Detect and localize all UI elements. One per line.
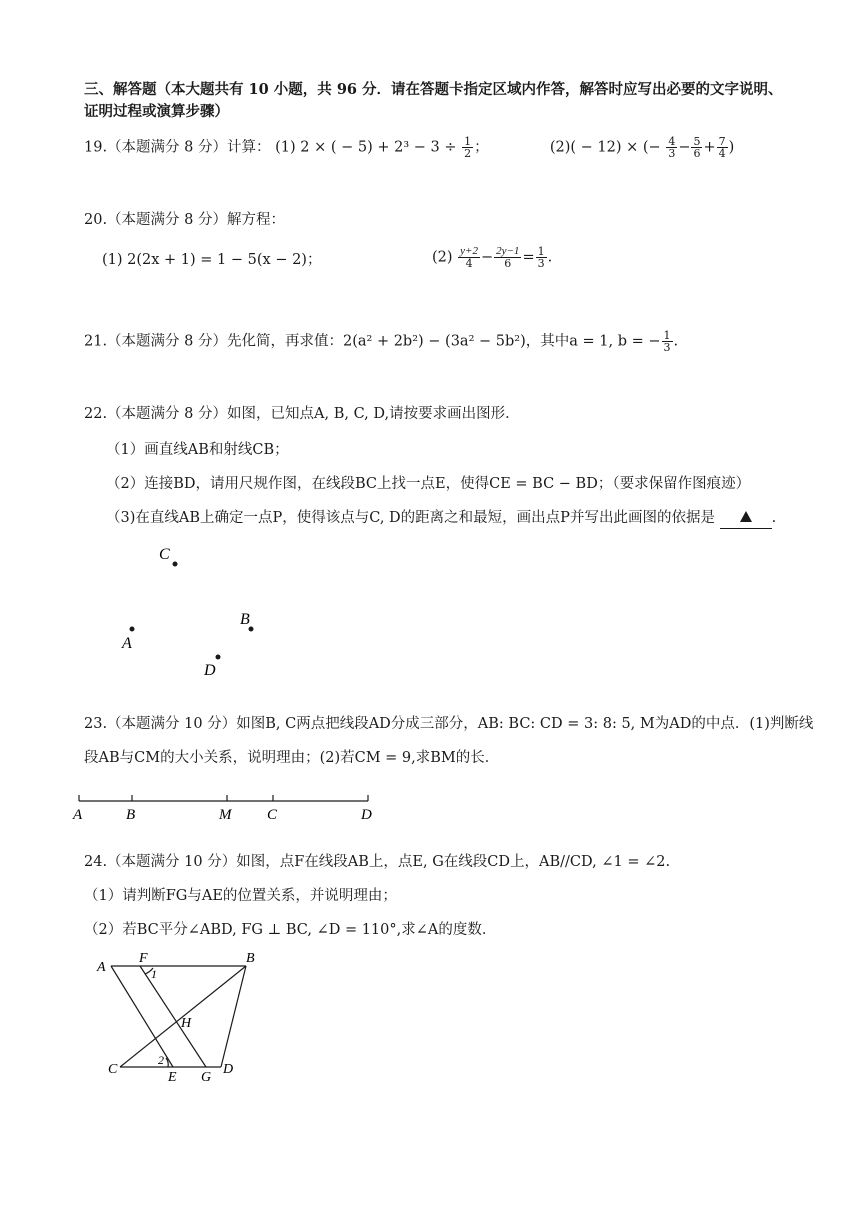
q22-text: 22.（本题满分 8 分）如图，已知点A, B, C, D,请按要求画出图形． xyxy=(84,406,520,422)
label-d: D xyxy=(223,1062,234,1077)
point-b-label: B xyxy=(240,611,250,628)
question-19: 19.（本题满分 8 分）计算： (1) 2 × ( − 5) + 2³ − 3 ÷ $\frac{1}{2}$ ； (2)( − 12) × (− $\frac{4}{3}$ − $\frac{5}{6}$ + $\frac{7}{4}$ ) xyxy=(84,135,735,160)
section-title-line2: 证明过程或演算步骤） xyxy=(84,103,229,120)
label-b: B xyxy=(126,807,136,823)
q19-part1: (1) 2 × ( − 5) + 2³ − 3 ÷ xyxy=(275,139,457,156)
q24-step1: （1）请判断FG与AE的位置关系，并说明理由； xyxy=(84,888,397,904)
label-h: H xyxy=(181,1016,192,1031)
label-g: G xyxy=(201,1070,212,1085)
q19-label: 19.（本题满分 8 分）计算： xyxy=(84,139,271,156)
q22-step3: （3)在直线AB上确定一点P，使得该点与C, D的距离之和最短，画出点P并写出此画图的依据是 . xyxy=(106,508,807,529)
label-a: A xyxy=(97,960,106,975)
label-a: A xyxy=(73,807,83,823)
q20-part1: (1) 2(2x + 1) = 1 − 5(x − 2)； xyxy=(102,252,322,268)
label-d: D xyxy=(361,807,372,823)
label-c: C xyxy=(267,807,278,823)
point-d-label: D xyxy=(204,662,216,679)
question-21: 21.（本题满分 8 分）先化简，再求值：2(a² + 2b²) − (3a² − 5b²)，其中a = 1, b = − $\frac{1}{3}$ . xyxy=(84,329,679,354)
label-f: F xyxy=(139,951,148,966)
label-m: M xyxy=(219,807,232,823)
label-e: E xyxy=(168,1070,177,1085)
q19-part2: (2)( − 12) × (− xyxy=(549,139,661,156)
angle-1-label: 1 xyxy=(151,967,157,981)
q22-step1: （1）画直线AB和射线CB； xyxy=(106,442,289,458)
q19-fraction-half: $\frac{1}{2}$ xyxy=(464,135,472,160)
q23-line2: 段AB与CM的大小关系，说明理由；(2)若CM = 9,求BM的长． xyxy=(84,750,500,766)
point-c-label: C xyxy=(159,546,170,563)
segment-bd xyxy=(221,966,246,1067)
segment-ae xyxy=(111,966,173,1067)
segment-fg xyxy=(140,966,206,1067)
q20-label: 20.（本题满分 8 分）解方程： xyxy=(84,212,286,228)
q20-part2: (2) $\frac{y+2}{4}$ − $\frac{2y-1}{6}$ = $\frac{1}{3}$ . xyxy=(432,245,553,270)
angle-2-label: 2 xyxy=(158,1053,164,1067)
label-b: B xyxy=(246,951,255,966)
q24-line1: 24.（本题满分 10 分）如图，点F在线段AB上，点E, G在线段CD上，AB//CD, ∠1 = ∠2. xyxy=(84,854,671,870)
q23-line1: 23.（本题满分 10 分）如图B, C两点把线段AD分成三部分，AB: BC: CD = 3: 8: 5, M为AD的中点．(1)判断线 xyxy=(84,716,814,732)
label-c: C xyxy=(108,1062,118,1077)
q24-step2: （2）若BC平分∠ABD, FG ⊥ BC, ∠D = 110°,求∠A的度数． xyxy=(84,922,497,938)
section-title-line1: 三、解答题（本大题共有 10 小题，共 96 分．请在答题卡指定区域内作答，解答时应写出必要的文字说明、 xyxy=(84,81,783,98)
point-a-label: A xyxy=(122,635,132,652)
q22-step2: （2）连接BD，请用尺规作图，在线段BC上找一点E，使得CE = BC − BD；（要求保留作图痕迹） xyxy=(106,476,751,492)
